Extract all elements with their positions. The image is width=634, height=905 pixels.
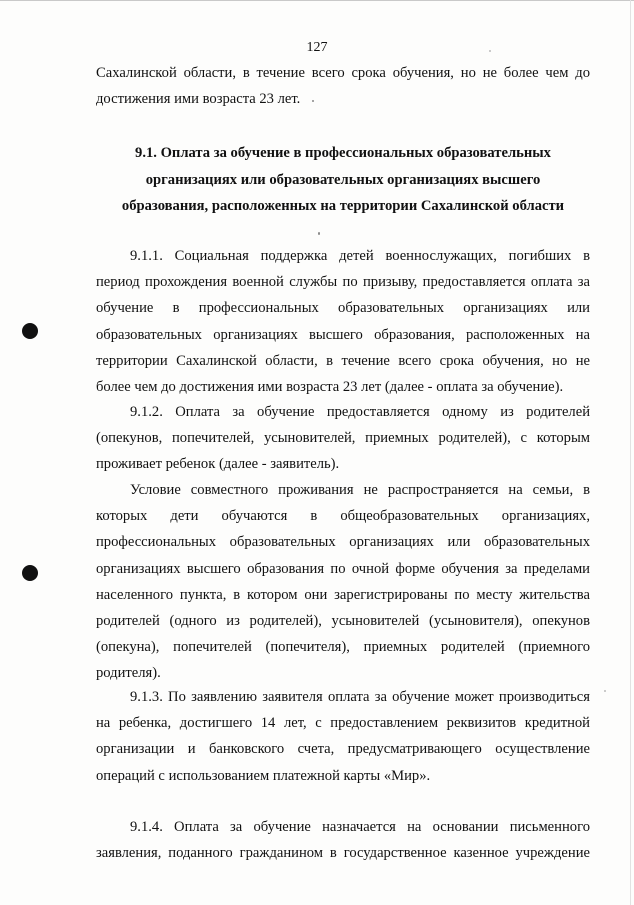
text-line: населенного пункта, в котором они зарегистрированы по месту жительства [96,586,590,603]
heading-line: образования, расположенных на территории Сахалинской области [121,198,565,214]
text-line: 9.1.3. По заявлению заявителя оплата за обучение может производиться [130,689,590,705]
text-line: профессиональных образовательных организациях или образовательных [96,534,590,551]
text-line: (опекуна), попечителей (попечителя), приемных родителей (приемного [96,639,590,656]
text-line: которых дети обучаются в общеобразовательных организациях, [96,508,590,525]
text-line: заявления, поданного гражданином в государственное казенное учреждение [96,845,590,862]
scan-speck [318,232,320,235]
text-line: 9.1.4. Оплата за обучение назначается на основании письменного [130,819,590,835]
page-number: 127 [306,40,328,55]
text-line: родителя). [96,665,161,682]
paragraph-9-1-2 [96,399,590,478]
punch-hole-lower [22,565,38,581]
heading-line: 9.1. Оплата за обучение в профессиональных образовательных [135,145,551,161]
text-line: Сахалинской области, в течение всего срока обучения, но не более чем до [96,65,590,81]
text-line: 9.1.1. Социальная поддержка детей военнослужащих, погибших в [130,248,590,264]
text-line: обучение в профессиональных образовательных организациях или [96,300,590,317]
text-line: родителей (одного из родителей), усыновителей (усыновителя), опекунов [96,613,590,630]
text-line: достижения ими возраста 23 лет. [96,91,301,108]
text-line: образовательных организациях высшего образования, расположенных на [96,326,590,343]
text-line: период прохождения военной службы по призыву, предоставляется оплата за [96,274,590,291]
scan-speck [489,50,491,52]
text-line: Условие совместного проживания не распространяется на семьи, в [130,482,590,498]
scan-speck [312,100,314,102]
paragraph-9-1-3 [96,684,590,789]
scan-artifact-right [630,0,631,905]
text-line: организации и банковского счета, предусматривающего осуществление [96,741,590,758]
paragraph-9-1-4 [96,814,590,866]
punch-hole-upper [22,323,38,339]
heading-line: организациях или образовательных организациях высшего [145,171,541,188]
paragraph-9-1-1 [96,243,590,400]
text-line: более чем до достижения ими возраста 23 лет (далее - оплата за обучение). [96,379,564,396]
text-line: операций с использованием платежной карты «Мир». [96,767,431,784]
text-line: организациях высшего образования по очной форме обучения за пределами [96,560,590,577]
text-line: на ребенка, достигшего 14 лет, с предоставлением реквизитов кредитной [96,715,590,732]
text-line: проживает ребенок (далее - заявитель). [96,456,340,473]
section-heading [96,140,590,220]
scan-speck [604,690,606,692]
scan-artifact-top [0,0,634,1]
text-line: 9.1.2. Оплата за обучение предоставляется одному из родителей [130,404,590,420]
text-line: (опекунов, попечителей, усыновителей, приемных родителей), с которым [96,430,590,447]
continuation-paragraph [96,60,590,112]
text-line: территории Сахалинской области, в течение всего срока обучения, но не [96,352,590,369]
paragraph-condition [96,477,590,687]
